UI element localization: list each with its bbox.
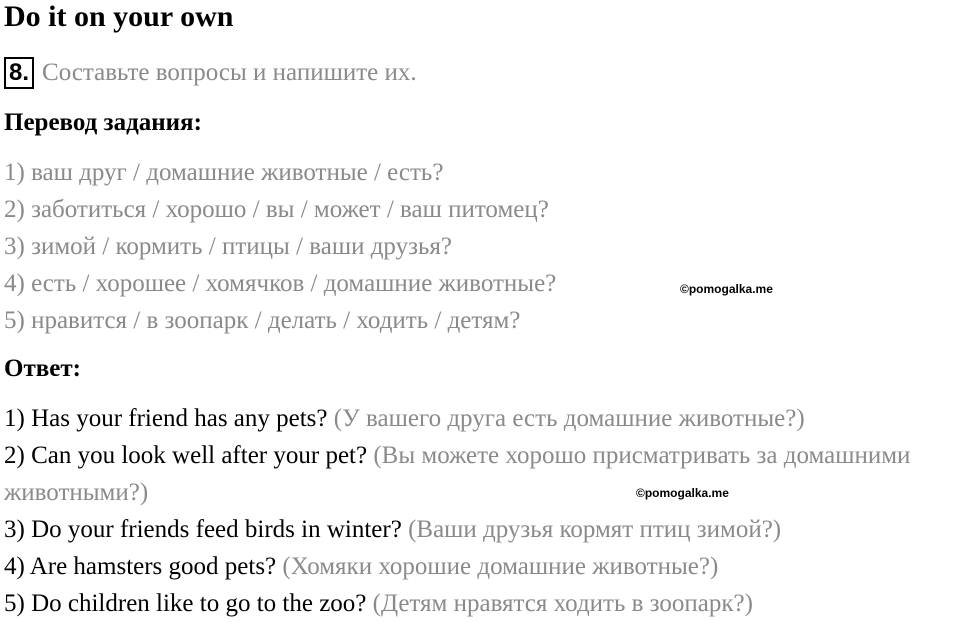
translation-list [4, 154, 556, 339]
answer-list [4, 400, 956, 622]
translation-item: 1) ваш друг / домашние животные / есть? [4, 159, 444, 186]
answer-item [4, 511, 956, 548]
task-number-badge: 8. [4, 57, 34, 89]
translation-item: 3) зимой / кормить / птицы / ваши друзья? [4, 233, 452, 260]
answer-item [4, 437, 956, 511]
answer-english: 1) Has your friend has any pets? [4, 405, 328, 432]
translation-item: 5) нравится / в зоопарк / делать / ходить / детям? [4, 307, 521, 334]
translation-item: 4) есть / хорошее / хомячков / домашние животные? [4, 270, 557, 297]
section-title: Do it on your own [4, 0, 234, 33]
answer-english: 2) Can you look well after your pet? [4, 442, 368, 469]
watermark: ©pomogalka.me [636, 486, 729, 500]
answer-english: 5) Do children like to go to the zoo? [4, 590, 367, 617]
watermark: ©pomogalka.me [680, 282, 773, 296]
answer-russian: (У вашего друга есть домашние животные?) [333, 405, 805, 432]
answer-russian: (Хомяки хорошие домашние животные?) [282, 553, 719, 580]
answer-russian: (Детям нравятся ходить в зоопарк?) [372, 590, 753, 617]
answer-item [4, 400, 956, 437]
answer-russian: (Вы можете хорошо присматривать за домашними животными?) [4, 442, 911, 506]
answer-heading: Ответ: [4, 355, 81, 382]
answer-item [4, 548, 956, 585]
answer-english: 3) Do your friends feed birds in winter? [4, 516, 402, 543]
translation-heading: Перевод задания: [4, 109, 202, 136]
answer-english: 4) Are hamsters good pets? [4, 553, 277, 580]
answer-item [4, 585, 956, 622]
task-instruction: Составьте вопросы и напишите их. [42, 59, 417, 86]
task-line [4, 56, 417, 90]
translation-item: 2) заботиться / хорошо / вы / может / ваш питомец? [4, 196, 549, 223]
answer-russian: (Ваши друзья кормят птиц зимой?) [408, 516, 782, 543]
